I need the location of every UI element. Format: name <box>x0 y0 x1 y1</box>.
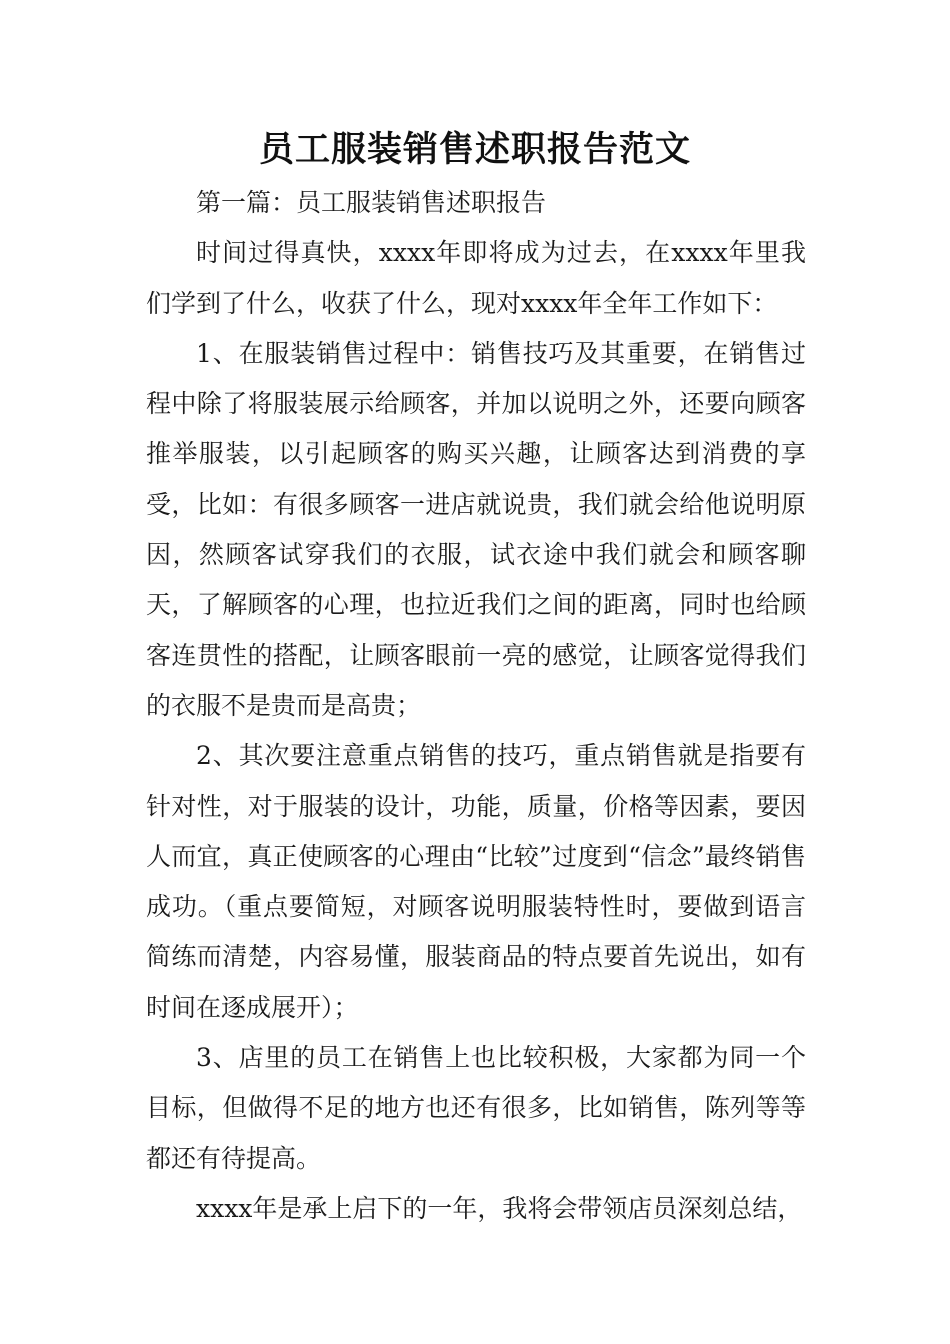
paragraph-outlook: xxxx年是承上启下的一年，我将会带领店员深刻总结， <box>196 1193 803 1223</box>
paragraph-intro: 时间过得真快，xxxx年即将成为过去，在xxxx年里我们学到了什么，收获了什么，现对xxxx年全年工作如下： <box>146 238 806 318</box>
document-title: 员工服装销售述职报告范文 <box>258 130 691 170</box>
paragraph-point-1: 1、在服装销售过程中：销售技巧及其重要，在销售过程中除了将服装展示给顾客，并加以说明之外，还要向顾客推举服装，以引起顾客的购买兴趣，让顾客达到消费的享受，比如：有很多顾客一进店就说贵，我们就会给他说明原因，然顾客试穿我们的衣服，试衣途中我们就会和顾客聊天，了解顾客的心理，也拉近我们之间的距离，同时也给顾客连贯性的搭配，让顾客眼前一亮的感觉，让顾客觉得我们的衣服不是贵而是高贵； <box>146 338 806 720</box>
paragraph-point-2: 2、其次要注意重点销售的技巧，重点销售就是指要有针对性，对于服装的设计，功能，质量，价格等因素，要因人而宜，真正使顾客的心理由“比较”过度到“信念”最终销售成功。（重点要简短，对顾客说明服装特性时，要做到语言简练而清楚，内容易懂，服装商品的特点要首先说出，如有时间在逐成展开）； <box>146 741 806 1022</box>
section-heading: 第一篇：员工服装销售述职报告 <box>196 188 547 217</box>
paragraph-point-3: 3、店里的员工在销售上也比较积极，大家都为同一个目标，但做得不足的地方也还有很多，比如销售，陈列等等都还有待提高。 <box>146 1043 806 1173</box>
document-body <box>146 178 806 1234</box>
